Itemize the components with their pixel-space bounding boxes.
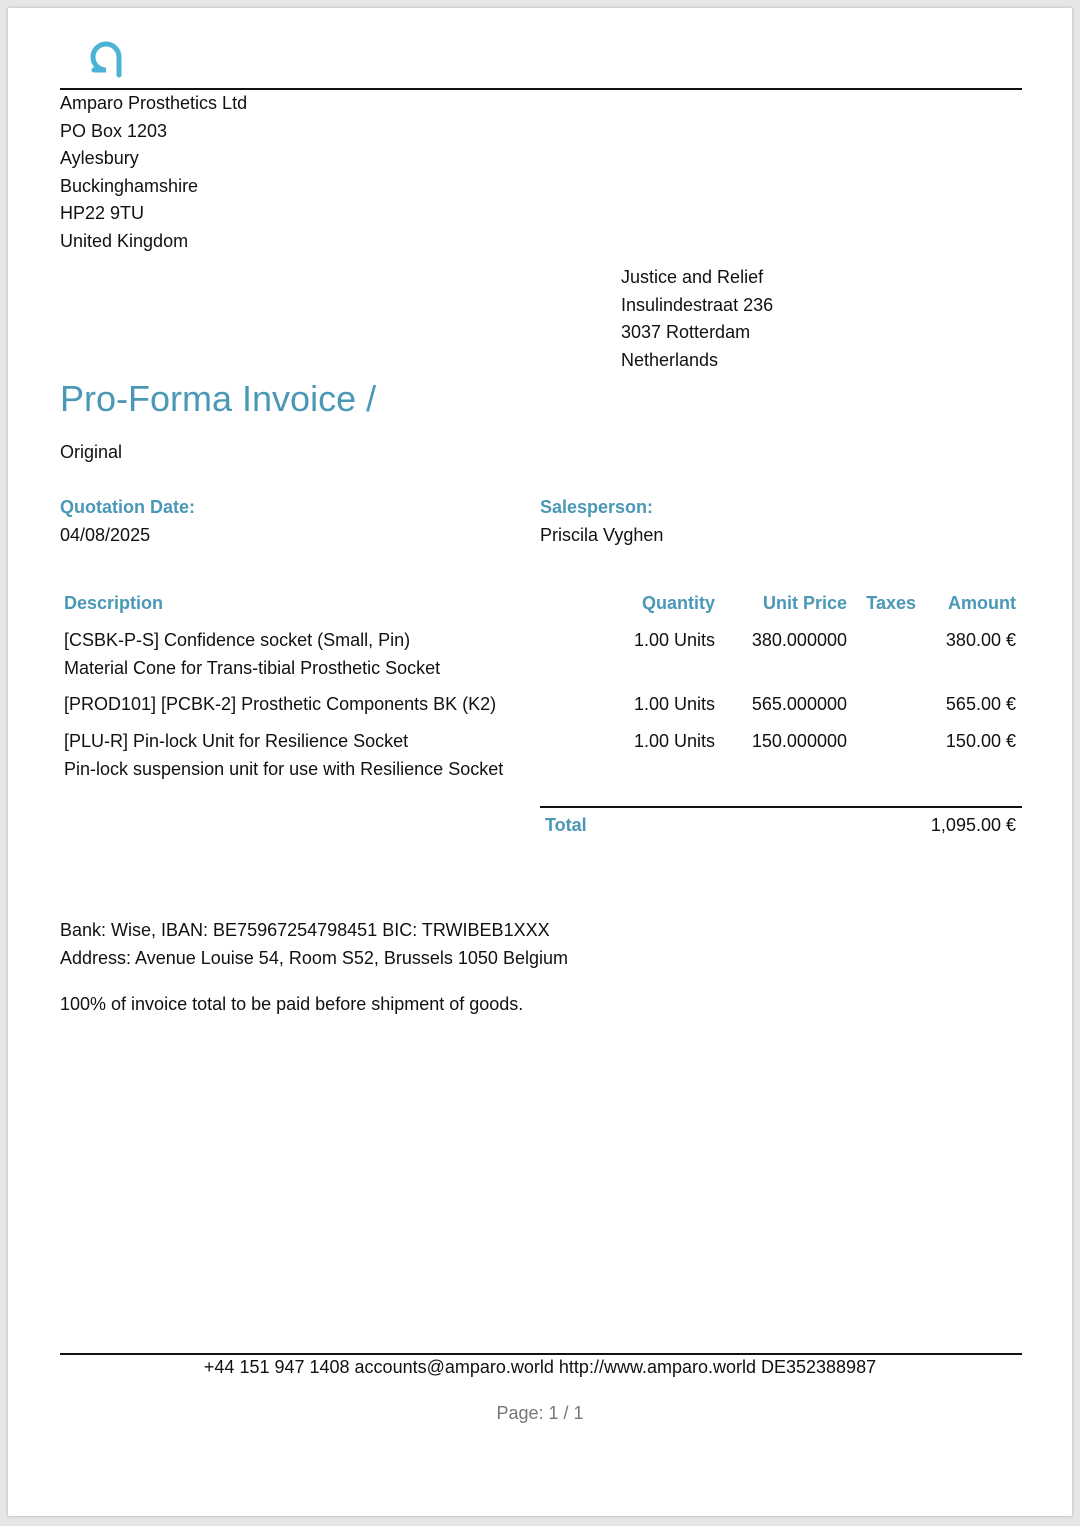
document-title: Pro-Forma Invoice / (60, 378, 377, 419)
row-amount: 150.00 € (945, 731, 1016, 751)
bank-address: Address: Avenue Louise 54, Room S52, Brussels 1050 Belgium (60, 948, 568, 968)
row-amount: 565.00 € (945, 694, 1016, 714)
table-row (8, 627, 1072, 683)
invoice-page (8, 8, 1072, 1516)
row-description-detail: Material Cone for Trans-tibial Prosthetic Socket (64, 658, 441, 678)
table-row (8, 728, 1072, 784)
company-name: Amparo Prosthetics Ltd (60, 93, 248, 113)
row-unit-price: 380.000000 (751, 630, 847, 650)
client-address-line: 3037 Rotterdam (621, 322, 751, 342)
company-address-line: Aylesbury (60, 148, 139, 168)
salesperson-label: Salesperson: (540, 497, 654, 517)
page-number: Page: 1 / 1 (496, 1403, 584, 1423)
company-address-line: HP22 9TU (60, 203, 145, 223)
col-header-description: Description (64, 593, 164, 613)
company-address-line: United Kingdom (60, 230, 189, 251)
client-address (621, 264, 773, 374)
salesperson-name: Priscila Vyghen (540, 525, 664, 545)
bank-details: Bank: Wise, IBAN: BE75967254798451 BIC: TRWIBEB1XXX (60, 920, 550, 940)
row-quantity: 1.00 Units (633, 731, 715, 751)
company-address (60, 90, 247, 255)
payment-terms: 100% of invoice total to be paid before shipment of goods. (60, 994, 524, 1014)
row-unit-price: 150.000000 (751, 731, 847, 751)
row-amount: 380.00 € (945, 630, 1016, 650)
quotation-date-label: Quotation Date: (60, 497, 195, 517)
row-description: [PLU-R] Pin-lock Unit for Resilience Socket (64, 731, 409, 751)
total-label: Total (545, 815, 587, 835)
row-description: [CSBK-P-S] Confidence socket (Small, Pin) (64, 630, 411, 650)
company-address-line: PO Box 1203 (60, 120, 168, 141)
row-quantity: 1.00 Units (633, 630, 715, 650)
col-header-amount: Amount (948, 593, 1016, 613)
row-unit-price: 565.000000 (751, 694, 847, 714)
col-header-unit-price: Unit Price (762, 593, 847, 613)
copy-type: Original (60, 442, 123, 462)
client-address-line: Netherlands (621, 349, 719, 370)
footer-contact: +44 151 947 1408 accounts@amparo.world http://www.amparo.world DE352388987 (203, 1357, 877, 1377)
col-header-quantity: Quantity (641, 593, 715, 613)
company-address-line: Buckinghamshire (60, 175, 199, 196)
client-name: Justice and Relief (621, 267, 764, 287)
amparo-logo-icon (86, 38, 128, 80)
table-row (8, 691, 1072, 719)
total-divider (540, 806, 1022, 808)
col-header-taxes: Taxes (866, 593, 916, 613)
row-description-detail: Pin-lock suspension unit for use with Resilience Socket (64, 759, 504, 779)
row-quantity: 1.00 Units (633, 694, 715, 714)
row-description: [PROD101] [PCBK-2] Prosthetic Components BK (K2) (64, 694, 497, 714)
quotation-date: 04/08/2025 (60, 525, 151, 545)
total-value: 1,095.00 € (930, 815, 1016, 835)
client-address-line: Insulindestraat 236 (621, 294, 774, 315)
